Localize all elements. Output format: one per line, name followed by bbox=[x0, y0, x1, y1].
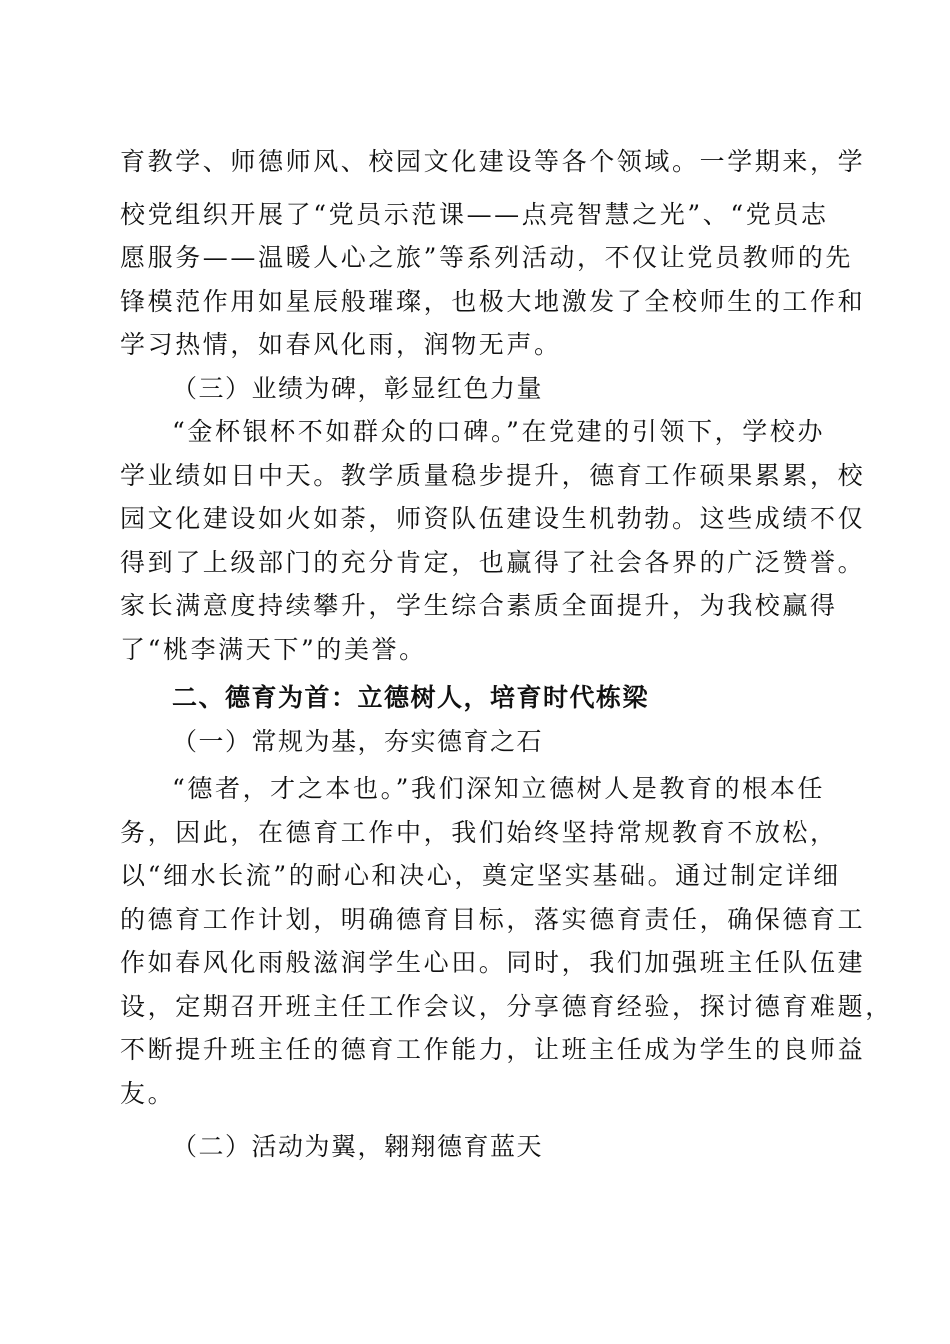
body-text-line: 育教学、师德师风、校园文化建设等各个领域。一学期来，学 bbox=[120, 147, 866, 176]
body-text-line: 学习热情，如春风化雨，润物无声。 bbox=[120, 330, 562, 359]
body-text-line: 园文化建设如火如荼，师资队伍建设生机勃勃。这些成绩不仅 bbox=[120, 504, 866, 533]
section-subheading: （二）活动为翼，翱翔德育蓝天 bbox=[172, 1132, 544, 1161]
body-text-line: 学业绩如日中天。教学质量稳步提升，德育工作硕果累累，校 bbox=[120, 461, 866, 490]
body-text-line: 友。 bbox=[120, 1079, 176, 1108]
body-text-line: 锋模范作用如星辰般璀璨，也极大地激发了全校师生的工作和 bbox=[120, 287, 866, 316]
body-text-line: 了“桃李满天下”的美誉。 bbox=[120, 635, 427, 664]
section-subheading: （三）业绩为碑，彰显红色力量 bbox=[172, 374, 544, 403]
body-text-line: 务，因此，在德育工作中，我们始终坚持常规教育不放松， bbox=[120, 818, 838, 847]
body-text-line: 作如春风化雨般滋润学生心田。同时，我们加强班主任队伍建 bbox=[120, 948, 866, 977]
body-text-line: 得到了上级部门的充分肯定，也赢得了社会各界的广泛赞誉。 bbox=[120, 548, 866, 577]
body-text-line: 以“细水长流”的耐心和决心，奠定坚实基础。通过制定详细 bbox=[120, 861, 841, 890]
section-heading: 二、德育为首：立德树人，培育时代栋梁 bbox=[172, 683, 650, 712]
body-text-line: “德者，才之本也。”我们深知立德树人是教育的根本任 bbox=[172, 774, 826, 803]
section-subheading: （一）常规为基，夯实德育之石 bbox=[172, 727, 544, 756]
body-text-line: 校党组织开展了“党员示范课——点亮智慧之光”、“党员志 bbox=[120, 200, 829, 229]
body-text-line: 不断提升班主任的德育工作能力，让班主任成为学生的良师益 bbox=[120, 1035, 866, 1064]
body-text-line: “金杯银杯不如群众的口碑。”在党建的引领下，学校办 bbox=[172, 417, 826, 446]
body-text-line: 愿服务——温暖人心之旅”等系列活动，不仅让党员教师的先 bbox=[120, 243, 853, 272]
body-text-line: 设，定期召开班主任工作会议，分享德育经验，探讨德育难题， bbox=[120, 992, 893, 1021]
body-text-line: 的德育工作计划，明确德育目标，落实德育责任，确保德育工 bbox=[120, 905, 866, 934]
body-text-line: 家长满意度持续攀升，学生综合素质全面提升，为我校赢得 bbox=[120, 591, 838, 620]
